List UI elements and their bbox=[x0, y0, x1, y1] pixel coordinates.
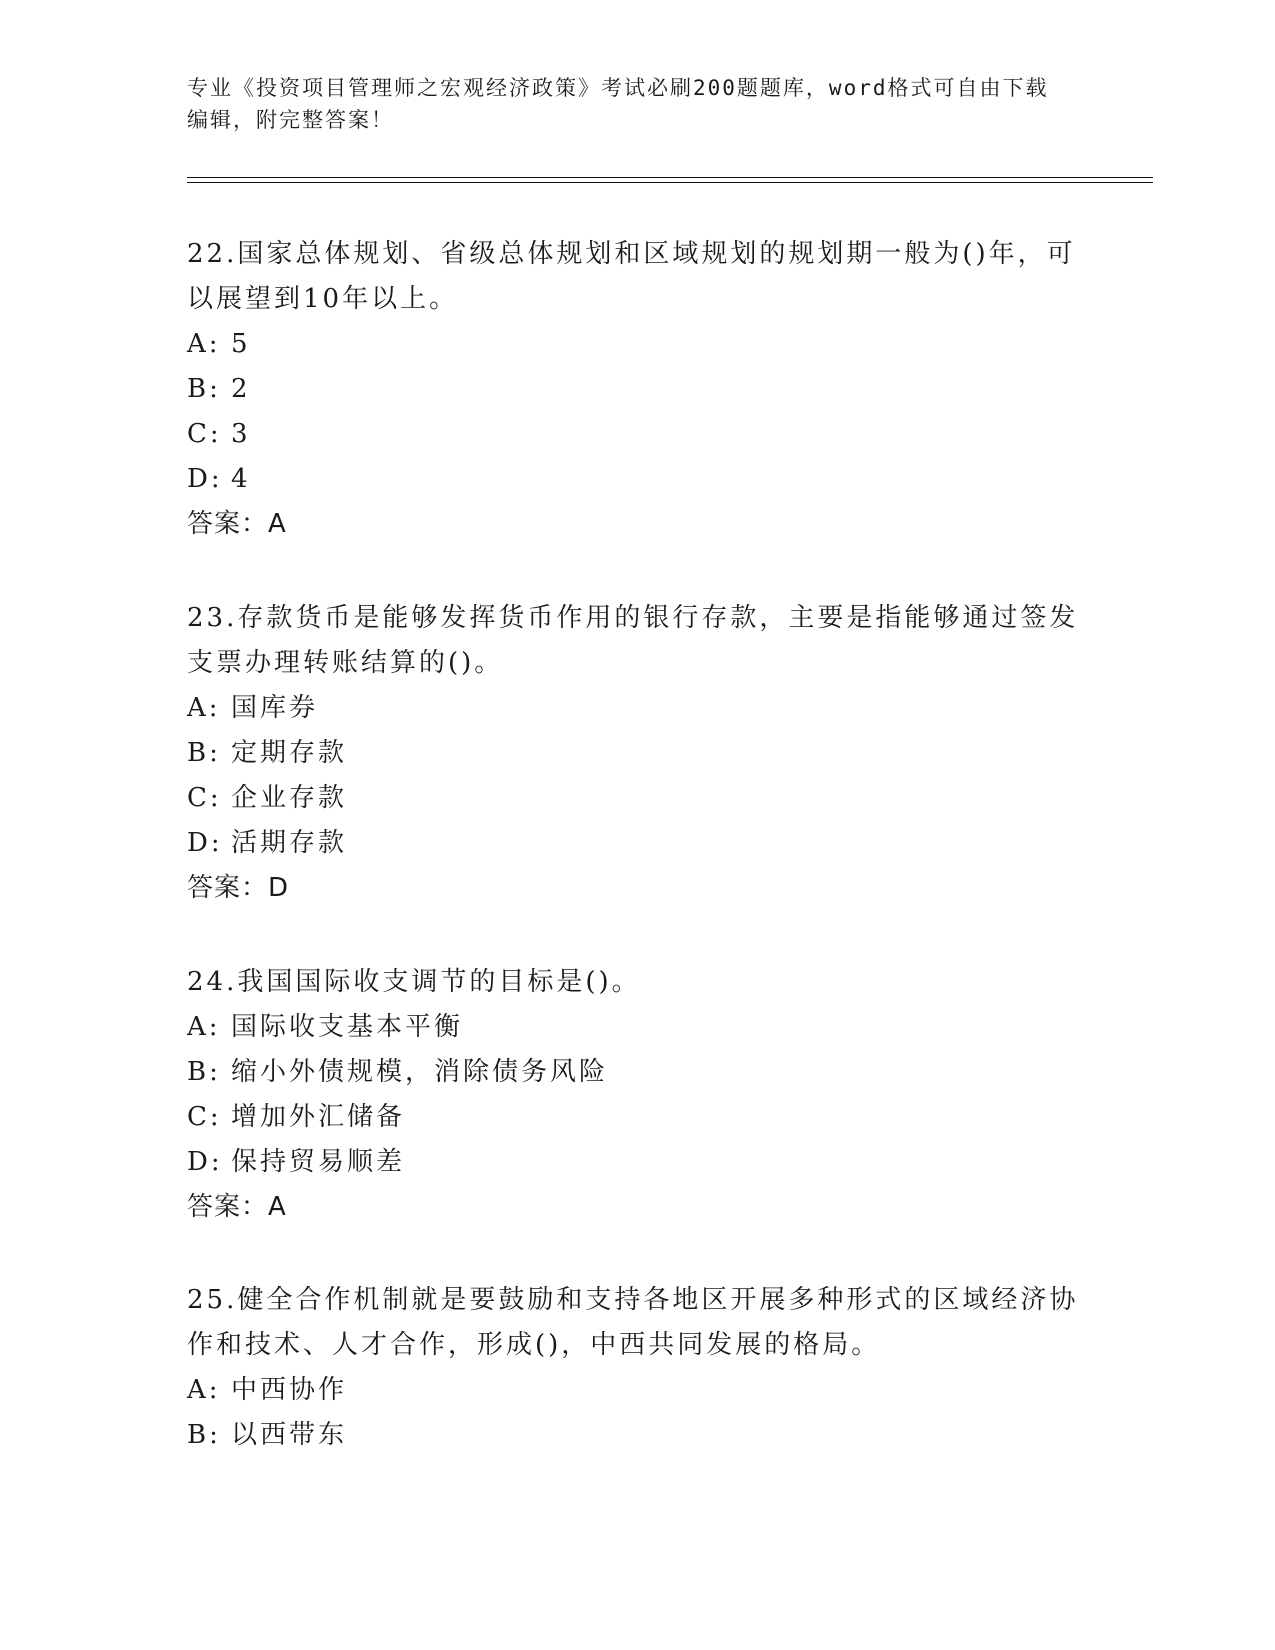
question-24 bbox=[187, 960, 1087, 1230]
option-c bbox=[187, 776, 1087, 821]
option-text: 以西带东 bbox=[231, 1420, 348, 1450]
option-key: A: bbox=[187, 1375, 221, 1405]
option-key: D: bbox=[187, 828, 223, 858]
option-b bbox=[187, 1050, 1087, 1095]
option-b bbox=[187, 367, 1087, 412]
option-a bbox=[187, 1368, 1087, 1413]
option-text: 2 bbox=[231, 374, 251, 404]
option-text: 国际收支基本平衡 bbox=[231, 1012, 464, 1042]
option-a bbox=[187, 1005, 1087, 1050]
question-stem: 22.国家总体规划、省级总体规划和区域规划的规划期一般为()年，可以展望到10年以上。 bbox=[187, 239, 1076, 314]
option-a bbox=[187, 322, 1087, 367]
option-text: 中西协作 bbox=[231, 1375, 348, 1405]
option-b bbox=[187, 731, 1087, 776]
answer-label: 答案：D bbox=[187, 873, 290, 903]
option-a bbox=[187, 686, 1087, 731]
option-text: 定期存款 bbox=[231, 738, 348, 768]
question-23 bbox=[187, 596, 1087, 911]
option-text: 4 bbox=[231, 464, 251, 494]
question-25 bbox=[187, 1278, 1087, 1458]
option-text: 企业存款 bbox=[231, 783, 348, 813]
question-stem: 24.我国国际收支调节的目标是()。 bbox=[187, 967, 641, 997]
option-d bbox=[187, 821, 1087, 866]
option-key: B: bbox=[187, 1057, 221, 1087]
option-text: 5 bbox=[231, 329, 251, 359]
option-c bbox=[187, 412, 1087, 457]
option-d bbox=[187, 1140, 1087, 1185]
answer-label: 答案：A bbox=[187, 509, 287, 539]
question-stem: 23.存款货币是能够发挥货币作用的银行存款，主要是指能够通过签发支票办理转账结算的()。 bbox=[187, 603, 1079, 678]
question-stem: 25.健全合作机制就是要鼓励和支持各地区开展多种形式的区域经济协作和技术、人才合作，形成()，中西共同发展的格局。 bbox=[187, 1285, 1079, 1360]
option-text: 缩小外债规模，消除债务风险 bbox=[231, 1057, 609, 1087]
question-22 bbox=[187, 232, 1087, 547]
option-text: 国库券 bbox=[231, 693, 319, 723]
option-c bbox=[187, 1095, 1087, 1140]
option-key: C: bbox=[187, 783, 222, 813]
option-key: B: bbox=[187, 738, 221, 768]
option-key: B: bbox=[187, 1420, 221, 1450]
option-key: C: bbox=[187, 419, 222, 449]
option-key: A: bbox=[187, 693, 221, 723]
header-rule-bottom bbox=[187, 182, 1153, 183]
header-rule-top bbox=[187, 177, 1153, 178]
option-key: D: bbox=[187, 464, 223, 494]
option-key: B: bbox=[187, 374, 221, 404]
option-key: A: bbox=[187, 329, 221, 359]
option-key: D: bbox=[187, 1147, 223, 1177]
document-header: 专业《投资项目管理师之宏观经济政策》考试必刷200题题库，word格式可自由下载编辑，附完整答案！ bbox=[187, 76, 1049, 132]
option-key: C: bbox=[187, 1102, 222, 1132]
option-d bbox=[187, 457, 1087, 502]
option-text: 保持贸易顺差 bbox=[231, 1147, 406, 1177]
answer-label: 答案：A bbox=[187, 1192, 287, 1222]
option-key: A: bbox=[187, 1012, 221, 1042]
option-text: 3 bbox=[231, 419, 251, 449]
option-b bbox=[187, 1413, 1087, 1458]
option-text: 活期存款 bbox=[231, 828, 348, 858]
option-text: 增加外汇储备 bbox=[231, 1102, 406, 1132]
